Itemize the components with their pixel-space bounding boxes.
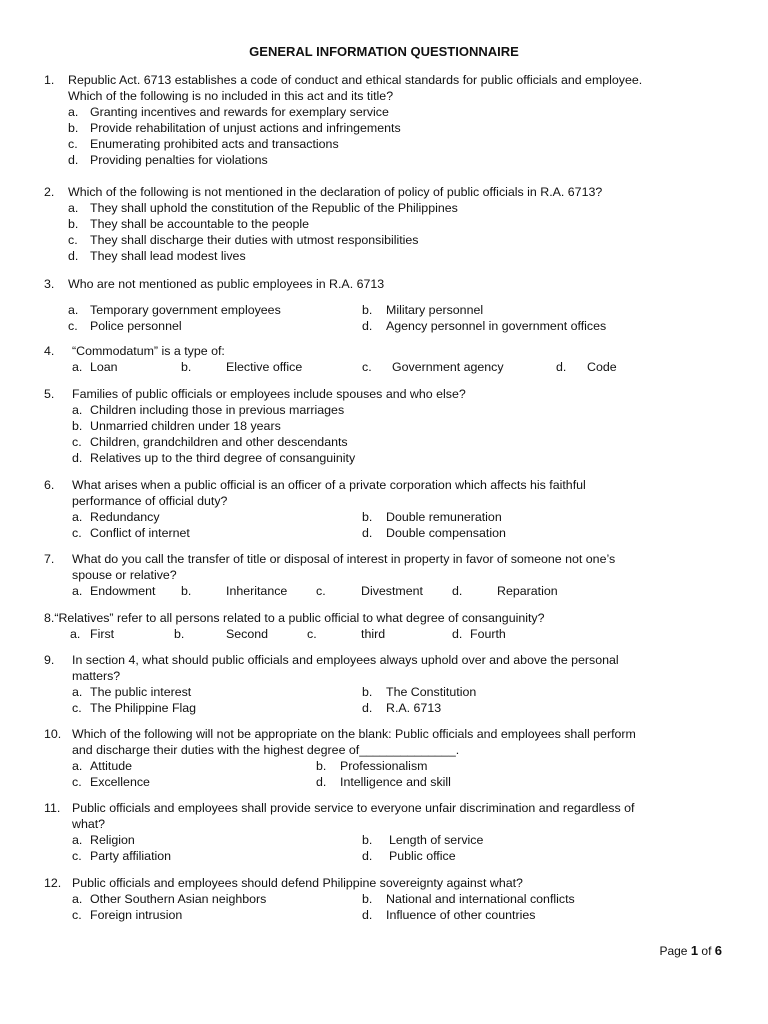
page-number: 1 <box>690 943 699 958</box>
option-text: Excellence <box>90 775 150 789</box>
question-number: 4. <box>44 344 55 358</box>
option-letter: c. <box>68 137 78 151</box>
option-letter: a. <box>72 759 83 773</box>
option-row <box>0 907 768 923</box>
option-text: Influence of other countries <box>386 908 536 922</box>
option-a <box>0 104 768 120</box>
option-b <box>0 418 768 434</box>
option-text: Unmarried children under 18 years <box>90 419 281 433</box>
question-2 <box>0 184 768 264</box>
option-text: Elective office <box>226 360 303 374</box>
option-text: Endowment <box>90 584 156 598</box>
option-text: Provide rehabilitation of unjust actions and infringements <box>90 121 401 135</box>
option-text: Double compensation <box>386 526 506 540</box>
option-text: Length of service <box>389 833 484 847</box>
option-c <box>0 434 768 450</box>
option-letter: a. <box>72 360 83 374</box>
option-row <box>0 359 768 375</box>
option-text: They shall discharge their duties with utmost responsibilities <box>90 233 419 247</box>
option-b <box>0 216 768 232</box>
option-text: Redundancy <box>90 510 160 524</box>
question-number: 5. <box>44 387 55 401</box>
option-letter: c. <box>307 627 317 641</box>
option-text: First <box>90 627 115 641</box>
option-text: Military personnel <box>386 303 484 317</box>
option-letter: d. <box>452 627 463 641</box>
option-letter: c. <box>68 319 78 333</box>
option-text: Children including those in previous marriages <box>90 403 345 417</box>
option-row <box>0 583 768 599</box>
question-11 <box>0 800 768 864</box>
question-number: 3. <box>44 277 55 291</box>
option-letter: a. <box>68 201 79 215</box>
question-5 <box>0 386 768 466</box>
option-text: Attitude <box>90 759 133 773</box>
option-letter: b. <box>362 303 373 317</box>
option-letter: b. <box>72 419 83 433</box>
question-text: Public officials and employees shall provide service to everyone unfair discrimination and regardless of what? <box>72 801 635 831</box>
option-text: The Constitution <box>386 685 477 699</box>
option-d <box>0 450 768 466</box>
question-text: Families of public officials or employees include spouses and who else? <box>72 387 466 401</box>
option-row <box>0 774 768 790</box>
option-text: They shall uphold the constitution of the Republic of the Philippines <box>90 201 458 215</box>
option-b <box>0 120 768 136</box>
option-row <box>0 891 768 907</box>
question-number: 11. <box>44 801 61 815</box>
option-letter: b. <box>68 217 79 231</box>
question-12 <box>0 875 768 923</box>
option-text: Children, grandchildren and other descendants <box>90 435 348 449</box>
option-row <box>0 848 768 864</box>
page-word: Page <box>659 944 688 958</box>
option-d <box>0 152 768 168</box>
question-number: 9. <box>44 653 55 667</box>
option-text: Second <box>226 627 269 641</box>
question-text: Who are not mentioned as public employees in R.A. 6713 <box>68 277 385 291</box>
option-d <box>0 248 768 264</box>
option-a <box>0 200 768 216</box>
option-text: Party affiliation <box>90 849 172 863</box>
option-row <box>0 758 768 774</box>
option-text: Providing penalties for violations <box>90 153 268 167</box>
option-text: Religion <box>90 833 135 847</box>
option-letter: b. <box>181 584 192 598</box>
option-text: Conflict of internet <box>90 526 190 540</box>
option-row <box>0 302 768 318</box>
option-text: They shall lead modest lives <box>90 249 246 263</box>
option-text: Granting incentives and rewards for exemplary service <box>90 105 389 119</box>
question-text: “Commodatum” is a type of: <box>72 344 225 358</box>
option-text: Government agency <box>392 360 504 374</box>
option-text: Code <box>587 360 617 374</box>
option-text: Relatives up to the third degree of consanguinity <box>90 451 356 465</box>
question-text: What arises when a public official is an officer of a private corporation which affects his faithful performance of official duty? <box>72 478 586 508</box>
option-text: Double remuneration <box>386 510 502 524</box>
option-letter: d. <box>556 360 567 374</box>
question-9 <box>0 652 768 716</box>
option-letter: c. <box>72 435 82 449</box>
option-letter: b. <box>181 360 192 374</box>
option-letter: d. <box>68 153 79 167</box>
question-text: Public officials and employees should defend Philippine sovereignty against what? <box>72 876 523 890</box>
option-row <box>0 626 768 642</box>
of-word: of <box>701 944 712 958</box>
option-letter: a. <box>72 584 83 598</box>
option-letter: a. <box>72 510 83 524</box>
option-text: Enumerating prohibited acts and transactions <box>90 137 339 151</box>
option-text: R.A. 6713 <box>386 701 442 715</box>
question-number: 1. <box>44 73 55 87</box>
option-text: Temporary government employees <box>90 303 281 317</box>
question-text: “Relatives” refer to all persons related to a public official to what degree of consanguinity? <box>54 611 545 625</box>
option-letter: a. <box>72 833 83 847</box>
option-letter: b. <box>362 685 373 699</box>
option-letter: a. <box>68 105 79 119</box>
option-text: Inheritance <box>226 584 288 598</box>
option-letter: d. <box>316 775 327 789</box>
option-row <box>0 832 768 848</box>
option-letter: d. <box>362 526 373 540</box>
question-6 <box>0 477 768 541</box>
question-text: Which of the following is not mentioned in the declaration of policy of public officials in R.A. 6713? <box>68 185 603 199</box>
question-line <box>44 610 768 626</box>
option-text: Other Southern Asian neighbors <box>90 892 267 906</box>
option-row <box>0 525 768 541</box>
question-text: Republic Act. 6713 establishes a code of conduct and ethical standards for public officials and employee. Which of the following is no included in this act and its title? <box>68 73 643 103</box>
option-letter: c. <box>68 233 78 247</box>
option-letter: c. <box>72 908 82 922</box>
total-pages: 6 <box>714 943 722 958</box>
question-number: 2. <box>44 185 55 199</box>
question-number: 7. <box>44 552 55 566</box>
option-row <box>0 700 768 716</box>
option-text: National and international conflicts <box>386 892 575 906</box>
option-letter: b. <box>174 627 185 641</box>
option-letter: d. <box>362 319 373 333</box>
option-letter: b. <box>316 759 327 773</box>
option-text: Divestment <box>361 584 423 598</box>
option-text: Agency personnel in government offices <box>386 319 607 333</box>
option-letter: c. <box>72 526 82 540</box>
option-letter: c. <box>72 701 82 715</box>
option-letter: a. <box>70 627 81 641</box>
question-7 <box>0 551 768 599</box>
option-text: Public office <box>389 849 456 863</box>
option-text: Police personnel <box>90 319 182 333</box>
option-letter: c. <box>362 360 372 374</box>
option-letter: a. <box>72 685 83 699</box>
option-text: The public interest <box>90 685 192 699</box>
option-letter: b. <box>362 833 373 847</box>
question-1 <box>0 72 768 168</box>
option-text: third <box>361 627 386 641</box>
option-text: Fourth <box>470 627 506 641</box>
page-footer <box>659 943 722 959</box>
question-number: 12. <box>44 876 62 890</box>
option-text: Foreign intrusion <box>90 908 183 922</box>
option-text: Reparation <box>497 584 558 598</box>
question-number: 6. <box>44 478 55 492</box>
option-letter: b. <box>362 892 373 906</box>
option-letter: d. <box>452 584 463 598</box>
option-text: The Philippine Flag <box>90 701 197 715</box>
option-letter: d. <box>72 451 83 465</box>
page-title: GENERAL INFORMATION QUESTIONNAIRE <box>249 44 519 59</box>
option-letter: c. <box>72 849 82 863</box>
option-row <box>0 318 768 334</box>
option-letter: d. <box>68 249 79 263</box>
question-number: 10. <box>44 727 62 741</box>
option-letter: a. <box>68 303 79 317</box>
option-letter: a. <box>72 892 83 906</box>
option-letter: b. <box>68 121 79 135</box>
option-letter: a. <box>72 403 83 417</box>
option-letter: c. <box>316 584 326 598</box>
option-letter: d. <box>362 908 373 922</box>
question-number: 8. <box>44 611 55 625</box>
option-letter: b. <box>362 510 373 524</box>
question-4 <box>0 343 768 375</box>
option-row <box>0 684 768 700</box>
option-letter: d. <box>362 849 373 863</box>
question-text: In section 4, what should public officials and employees always uphold over and above the personal matters? <box>72 653 619 683</box>
option-text: Loan <box>90 360 118 374</box>
option-text: Professionalism <box>340 759 428 773</box>
question-text: What do you call the transfer of title or disposal of interest in property in favor of someone not one’s spouse or relative? <box>72 552 616 582</box>
option-text: Intelligence and skill <box>340 775 451 789</box>
option-row <box>0 509 768 525</box>
question-10 <box>0 726 768 790</box>
question-8 <box>0 610 768 642</box>
question-text: Which of the following will not be appropriate on the blank: Public officials and employees shall perform and discharge their duties with the highest degree of______________. <box>72 727 636 757</box>
option-c <box>0 136 768 152</box>
option-text: They shall be accountable to the people <box>90 217 310 231</box>
option-letter: d. <box>362 701 373 715</box>
question-3 <box>0 276 768 334</box>
option-letter: c. <box>72 775 82 789</box>
option-a <box>0 402 768 418</box>
option-c <box>0 232 768 248</box>
